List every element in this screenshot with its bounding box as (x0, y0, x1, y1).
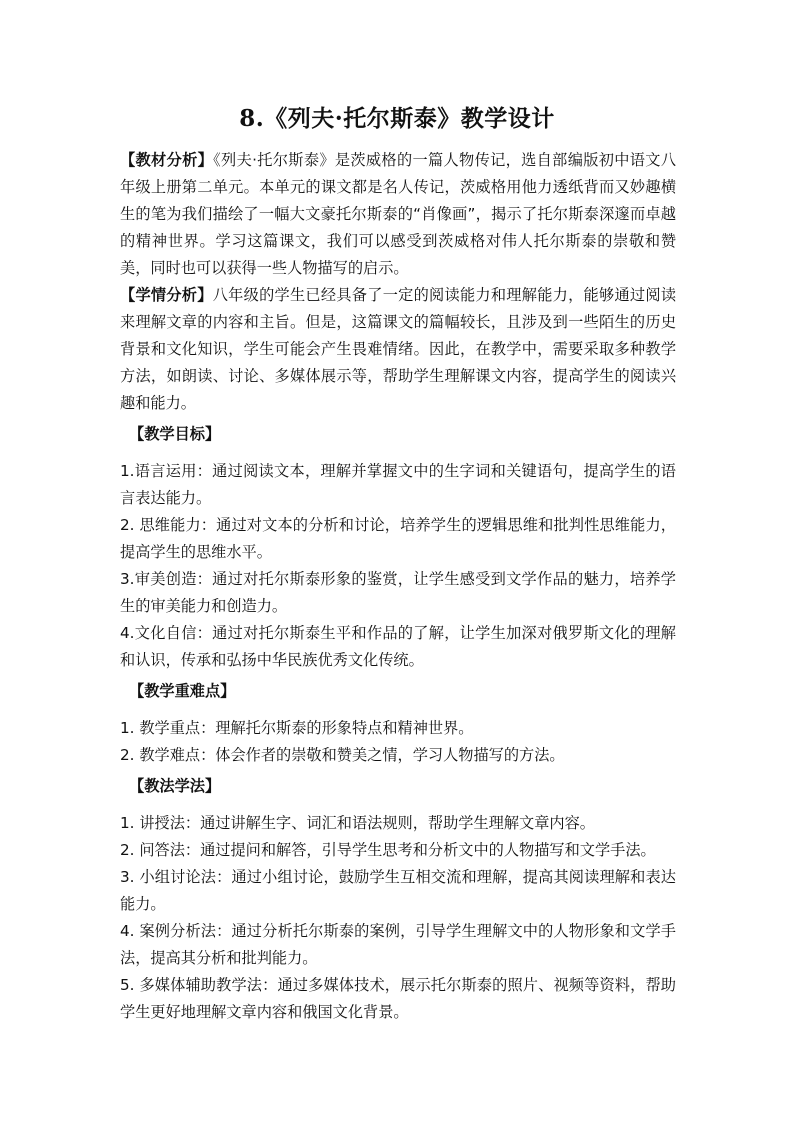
textbook-analysis-paragraph (120, 147, 676, 282)
student-analysis-paragraph (120, 282, 676, 417)
student-analysis-text: 八年级的学生已经具备了一定的阅读能力和理解能力，能够通过阅读来理解文章的内容和主旨。但是，这篇课文的篇幅较长，且涉及到一些陌生的历史背景和文化知识，学生可能会产生畏难情绪。因此，在教学中，需要采取多种教学方法，如朗读、讨论、多媒体展示等，帮助学生理解课文内容，提高学生的阅读兴趣和能力。 (120, 286, 677, 412)
methods-heading: 【教法学法】 (129, 777, 221, 795)
key-point-item-2: 2. 教学难点：体会作者的崇敬和赞美之情，学习人物描写的方法。 (120, 746, 565, 764)
method-item-1: 1. 讲授法：通过讲解生字、词汇和语法规则，帮助学生理解文章内容。 (120, 814, 595, 832)
document-body (120, 147, 676, 1026)
objective-item-3: 3.审美创造：通过对托尔斯泰形象的鉴赏，让学生感受到文学作品的魅力，培养学生的审美能力和创造力。 (120, 570, 676, 615)
objective-item-1: 1.语言运用：通过阅读文本，理解并掌握文中的生字词和关键语句，提高学生的语言表达能力。 (120, 462, 676, 507)
key-points-heading: 【教学重难点】 (129, 682, 236, 700)
method-item-4: 4. 案例分析法：通过分析托尔斯泰的案例，引导学生理解文中的人物形象和文学手法，提高其分析和批判能力。 (120, 922, 676, 967)
objective-item-4: 4.文化自信：通过对托尔斯泰生平和作品的了解，让学生加深对俄罗斯文化的理解和认识，传承和弘扬中华民族优秀文化传统。 (120, 624, 676, 669)
method-item-3: 3. 小组讨论法：通过小组讨论，鼓励学生互相交流和理解，提高其阅读理解和表达能力。 (120, 868, 676, 913)
textbook-analysis-label: 【教材分析】 (120, 151, 214, 169)
key-point-item-1: 1. 教学重点：理解托尔斯泰的形象特点和精神世界。 (120, 719, 474, 737)
objectives-heading: 【教学目标】 (129, 425, 221, 443)
method-item-2: 2. 问答法：通过提问和解答，引导学生思考和分析文中的人物描写和文学手法。 (120, 841, 656, 859)
objective-item-2: 2. 思维能力：通过对文本的分析和讨论，培养学生的逻辑思维和批判性思维能力，提高学生的思维水平。 (120, 516, 676, 561)
document-title: 8.《列夫·托尔斯泰》教学设计 (239, 105, 555, 132)
student-analysis-label: 【学情分析】 (120, 286, 213, 304)
textbook-analysis-text: 《列夫·托尔斯泰》是茨威格的一篇人物传记，选自部编版初中语文八年级上册第二单元。本单元的课文都是名人传记，茨威格用他力透纸背而又妙趣横生的笔为我们描绘了一幅大文豪托尔斯泰的“肖像画”，揭示了托尔斯泰深邃而卓越的精神世界。学习这篇课文，我们可以感受到茨威格对伟人托尔斯泰的崇敬和赞美，同时也可以获得一些人物描写的启示。 (120, 151, 677, 277)
method-item-5: 5. 多媒体辅助教学法：通过多媒体技术，展示托尔斯泰的照片、视频等资料，帮助学生更好地理解文章内容和俄国文化背景。 (120, 976, 676, 1021)
